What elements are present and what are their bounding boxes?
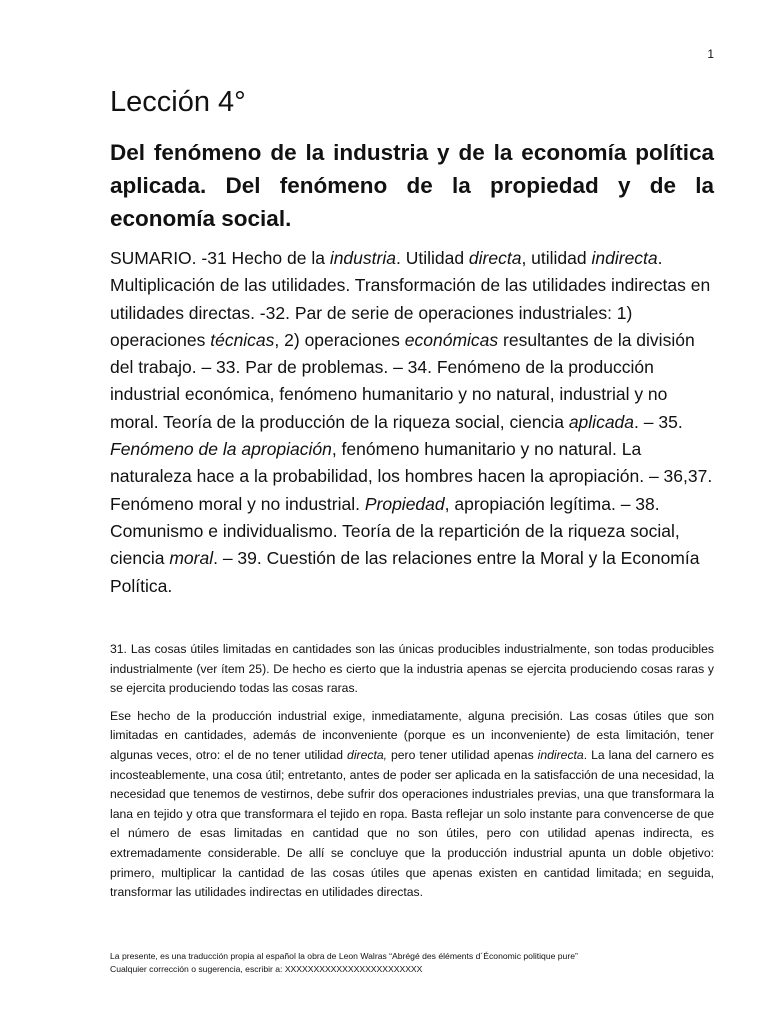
text-run: . Utilidad [395, 248, 469, 268]
footnote-contact-note: Cualquier corrección o sugerencia, escribir a: XXXXXXXXXXXXXXXXXXXXXXXX [110, 963, 423, 974]
text-run: pero tener utilidad apenas [387, 747, 538, 762]
text-run: resultantes de la división del trabajo. – 33. Par de problemas. – 34. Fenómeno de la producción industrial económica, fenómeno humanitario y no natural, industrial y no moral. Teoría de la producción de la riqueza social, ciencia [110, 329, 695, 432]
italic-run: aplicada [568, 411, 635, 432]
italic-run: Propiedad [364, 493, 445, 514]
italic-run: directa, [347, 747, 388, 762]
text-run: Ese hecho de la producción industrial exige, inmediatamente, alguna precisión. Las cosas útiles que son limitadas en cantidades, además de inconveniente (porque es un inconveniente) de esta limitación, tener algunas veces, otro: el de no tener utilidad [110, 708, 714, 762]
text-run: . La lana del carnero es incosteablemente, una cosa útil; entretanto, antes de poder ser aplicada en la satisfacción de una necesidad, la necesidad que tenemos de vestirnos, debe sufrir dos operaciones industriales previas, una que transformara la lana en tejido y otra que transformara el tejido en ropa. Basta reflejar un solo instante para convencerse de que el número de esas limitadas en cantidad que no son útiles, pero con utilidad apenas indirecta, es extremadamente considerable. De allí se concluye que la producción industrial apunta un doble objetivo: primero, multiplicar la cantidad de las cosas útiles que apenas existen en cantidad limitada; en seguida, transformar las utilidades indirectas en utilidades directas. [110, 747, 715, 900]
italic-run: industria [329, 248, 396, 268]
text-run: . – 35. [634, 411, 683, 432]
text-run: , utilidad [521, 248, 592, 268]
summary-paragraph [110, 245, 720, 600]
body-paragraph [110, 707, 714, 903]
text-run: . Multiplicación de las utilidades. Transformación de las utilidades indirectas en utilidades directas. -32. Par de serie de operaciones industriales: 1) operaciones [110, 248, 711, 350]
text-run: 31. Las cosas útiles limitadas en cantidades son las únicas producibles industrialmente, son todas producibles industrialmente (ver ítem 25). De hecho es cierto que la industria apenas se ejercita produciendo cosas raras y se ejercita produciendo todas las cosas raras. [110, 642, 714, 696]
body-paragraph [110, 640, 714, 699]
footnote-translation-note: La presente, es una traducción propia al español la obra de Leon Walras “Abrégé des éléments d´Économic politique pure” [110, 951, 578, 961]
italic-run: moral [169, 548, 214, 569]
italic-run: indirecta [537, 747, 584, 762]
italic-run: directa [468, 248, 522, 268]
text-run: SUMARIO. -31 Hecho de la [110, 248, 330, 268]
text-run: , 2) operaciones [274, 329, 405, 350]
italic-run: técnicas [210, 329, 275, 350]
text-run: , apropiación legítima. – 38. Comunismo e individualismo. Teoría de la repartición de la riqueza social, ciencia [110, 493, 680, 569]
lesson-subtitle: Del fenómeno de la industria y de la economía política aplicada. Del fenómeno de la propiedad y de la economía social. [110, 140, 714, 231]
italic-run: Fenómeno de la apropiación [110, 439, 332, 460]
lesson-title: Lección 4° [110, 86, 246, 118]
page-number: 1 [707, 47, 714, 61]
italic-run: indirecta [591, 248, 658, 268]
text-run: . – 39. Cuestión de las relaciones entre la Moral y la Economía Política. [110, 548, 700, 596]
footnote [110, 950, 720, 975]
text-run: , fenómeno humanitario y no natural. La naturaleza hace a la probabilidad, los hombres hacen la apropiación. – 36,37. Fenómeno moral y no industrial. [110, 439, 713, 514]
italic-run: económicas [404, 329, 499, 350]
body-text [110, 640, 714, 911]
